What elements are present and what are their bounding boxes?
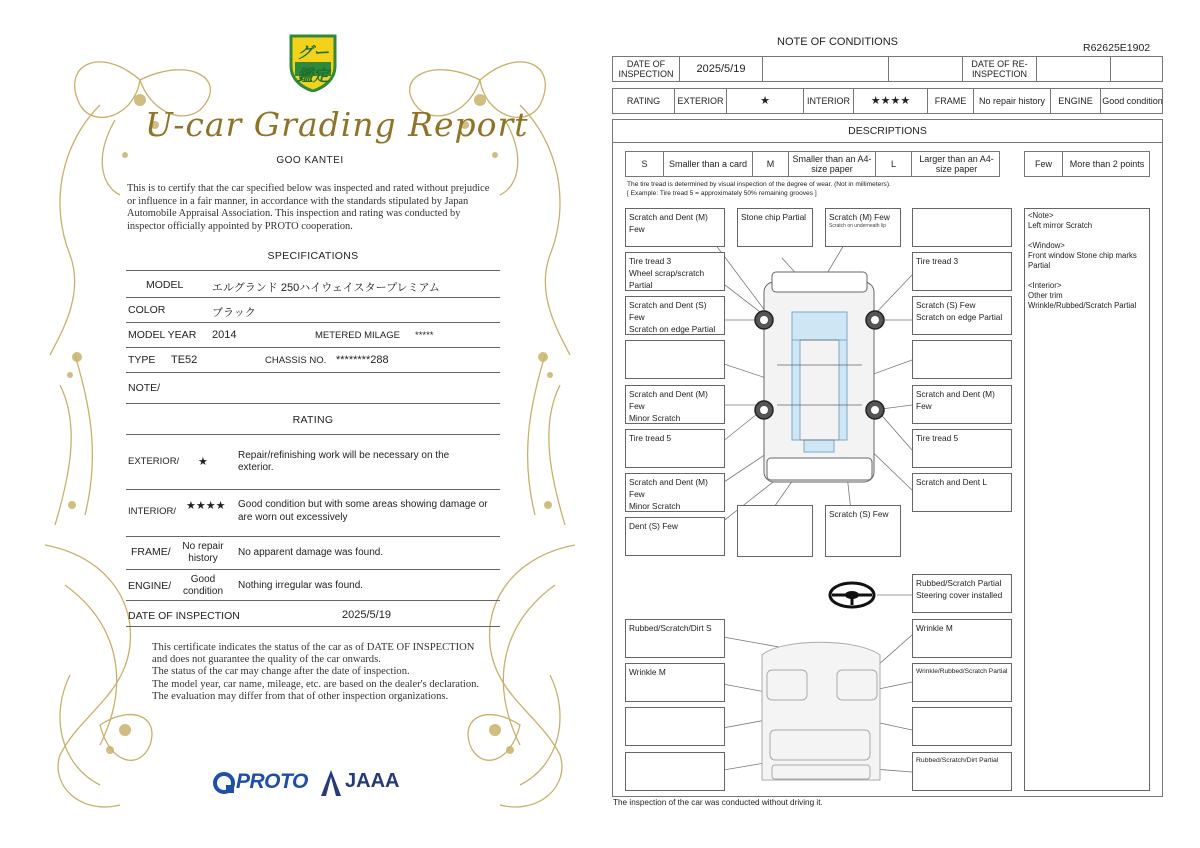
chassis-value: ********288	[336, 354, 389, 366]
divider	[126, 372, 500, 373]
certificate-disclaimer	[152, 642, 492, 703]
tire-note-line: The tire tread is determined by visual inspection of the degree of wear. (Not in millimeters).	[627, 181, 891, 188]
legend-few: Few	[1025, 152, 1063, 176]
metered-mileage-label: METERED MILAGE	[315, 330, 400, 341]
badge-logo-text: グー鑑定	[296, 45, 329, 85]
frame-description: No apparent damage was found.	[238, 547, 384, 558]
metered-mileage-value: *****	[415, 330, 434, 341]
engine-rating: Good condition	[1102, 96, 1163, 106]
divider	[126, 347, 500, 348]
disclaimer-line: The evaluation may differ from that of other inspection organizations.	[152, 690, 449, 702]
note-text: Scratch and Dent (M) Few Minor Scratch	[629, 389, 708, 423]
note-text: Scratch and Dent (M) Few Minor Scratch	[629, 477, 708, 511]
exterior-label: EXTERIOR/	[128, 456, 180, 467]
frame-label: FRAME	[928, 89, 974, 113]
model-label: MODEL	[146, 279, 184, 291]
engine-label: ENGINE/	[128, 580, 172, 592]
empty-cell	[889, 57, 963, 81]
note-dash-right	[912, 619, 1012, 658]
legend-s: S	[626, 152, 664, 176]
divider	[126, 270, 500, 271]
note-steering	[912, 574, 1012, 613]
divider	[126, 536, 500, 537]
note-left-door-front	[625, 340, 725, 379]
note-text: Rubbed/Scratch Partial Steering cover installed	[916, 578, 1003, 600]
jaaa-logo: JAAA	[345, 770, 400, 792]
date-of-inspection-label: DATE OF INSPECTION	[128, 610, 240, 622]
jaaa-logo-icon	[320, 769, 342, 797]
note-subtext: Scratch on underneath lip	[829, 223, 886, 229]
additional-notes	[1024, 208, 1150, 791]
note-text: Tire tread 5	[629, 433, 672, 443]
legend-l-desc: Larger than an A4-size paper	[919, 154, 994, 174]
interior-description: Good condition but with some areas showing damage or are worn out excessively	[238, 499, 488, 523]
note-dash-left	[625, 619, 725, 658]
legend-s-desc: Smaller than a card	[664, 152, 753, 176]
note-right-tire-front	[912, 252, 1012, 291]
note-label: NOTE/	[128, 382, 161, 394]
certificate-statement: This is to certify that the car specified below was inspected and rated without prejudice or influence in a fair manner, in accordance with the standards stipulated by Japan Automobile Appraisal Association. This inspection and rating was conducted by inspector officially appointed by PROTO cooperation.	[127, 183, 490, 232]
inspection-date-row	[612, 56, 1163, 82]
report-title: U-car Grading Report	[145, 105, 529, 144]
engine-rating: Good condition	[182, 574, 224, 597]
model-value: エルグランド 250ハイウェイスタープレミアム	[212, 282, 440, 294]
size-legend	[625, 151, 1000, 177]
exterior-rating: ★	[198, 456, 208, 468]
note-front-bumper	[825, 208, 901, 247]
frame-rating: No repair history	[182, 541, 224, 564]
note-text: Scratch and Dent (M) Few	[629, 212, 708, 234]
note-left-tire-front	[625, 252, 725, 291]
note-front-left	[625, 208, 725, 247]
disclaimer-line: This certificate indicates the status of the car as of DATE OF INSPECTION and does not guarantee the quality of the car onwards.	[152, 642, 475, 666]
note-text: Wrinkle/Rubbed/Scratch Partial	[916, 668, 1008, 675]
exterior-description: Repair/refinishing work will be necessary on the exterior.	[238, 450, 450, 473]
note-text: Tire tread 5	[916, 433, 959, 443]
report-subtitle: GOO KANTEI	[276, 155, 344, 166]
note-text: Scratch and Dent (M) Few	[916, 389, 995, 411]
type-value: TE52	[171, 354, 198, 366]
note-rear-center	[825, 505, 901, 557]
grading-certificate	[40, 25, 580, 825]
interior-rating: ★★★★	[854, 89, 928, 113]
engine-label: ENGINE	[1051, 89, 1101, 113]
divider	[126, 297, 500, 298]
legend-m: M	[753, 152, 789, 176]
proto-logo-icon	[212, 771, 238, 795]
tire-note-line: [ Example: Tire tread 5 = approximately 50% remaining grooves ]	[627, 190, 817, 197]
interior-label: INTERIOR/	[128, 506, 177, 517]
model-year-value: 2014	[212, 329, 237, 341]
interior-rating: ★★★★	[186, 500, 226, 512]
note-text: Rubbed/Scratch/Dirt S	[629, 623, 712, 633]
note-text: Dent (S) Few	[629, 521, 678, 531]
divider	[126, 322, 500, 323]
empty-cell	[763, 57, 889, 81]
note-left-fender	[625, 296, 725, 335]
rating-row	[612, 88, 1163, 114]
note-text: Scratch and Dent (S) Few Scratch on edge Partial	[629, 300, 716, 334]
date-inspection-value: 2025/5/19	[680, 57, 763, 81]
date-inspection-label: DATE OF INSPECTION	[613, 57, 680, 81]
engine-description: Nothing irregular was found.	[238, 580, 364, 591]
note-text: Rubbed/Scratch/Dirt Partial	[916, 757, 999, 764]
frame-rating: No repair history	[974, 89, 1051, 113]
exterior-label: EXTERIOR	[675, 89, 727, 113]
note-seat-rear-left	[625, 752, 725, 791]
disclaimer-line: The status of the car may change after the date of inspection.	[152, 666, 410, 678]
note-seat-mid-right	[912, 707, 1012, 746]
note-text: Tire tread 3 Wheel scrap/scratch Partial	[629, 256, 705, 290]
note-text: Scratch (M) Few	[829, 212, 890, 222]
color-label: COLOR	[128, 304, 166, 316]
date-reinspection-label: DATE OF RE-INSPECTION	[963, 57, 1037, 81]
note-text: Scratch and Dent L	[916, 477, 988, 487]
notes-title: NOTE OF CONDITIONS	[777, 36, 898, 48]
date-reinspection-value	[1037, 57, 1111, 81]
note-seat-mid-left	[625, 707, 725, 746]
note-right-tire-rear	[912, 429, 1012, 468]
divider	[126, 403, 500, 404]
legend-m-desc: Smaller than an A4-size paper	[789, 152, 876, 176]
note-text: Stone chip Partial	[741, 212, 807, 222]
date-of-inspection-value: 2025/5/19	[342, 609, 391, 621]
type-label: TYPE	[128, 354, 156, 366]
note-front-right	[912, 208, 1012, 247]
note-right-quarter	[912, 473, 1012, 512]
divider	[126, 489, 500, 490]
report-id: R62625E1902	[1083, 42, 1151, 54]
tire-tread-note	[627, 180, 891, 198]
note-left-tire-rear	[625, 429, 725, 468]
exterior-rating: ★	[727, 89, 804, 113]
note-stone-chip	[737, 208, 813, 247]
descriptions-heading: DESCRIPTIONS	[612, 119, 1163, 143]
divider	[126, 569, 500, 570]
rating-label: RATING	[613, 89, 675, 113]
legend-l: L	[876, 152, 912, 176]
side-note-text: <Note> Left mirror Scratch <Window> Front window Stone chip marks Partial <Interior> Other trim Wrinkle/Rubbed/Scratch Partial	[1028, 211, 1137, 310]
few-legend	[1024, 151, 1150, 177]
note-text: Tire tread 3	[916, 256, 959, 266]
note-right-fender	[912, 296, 1012, 335]
note-rear-center-left	[737, 505, 813, 557]
frame-label: FRAME/	[131, 546, 171, 558]
rating-heading: RATING	[292, 414, 334, 426]
chassis-label: CHASSIS NO.	[265, 355, 327, 366]
disclaimer-line: The model year, car name, mileage, etc. are based on the dealer's declaration.	[152, 678, 480, 690]
note-rear-left	[625, 517, 725, 556]
note-left-door-rear	[625, 385, 725, 424]
color-value: ブラック	[212, 307, 256, 319]
note-text: Wrinkle M	[916, 623, 953, 633]
steering-wheel-icon	[830, 583, 874, 607]
note-seat-front-left	[625, 663, 725, 702]
note-seat-front-right	[912, 663, 1012, 702]
proto-logo: PROTO	[236, 770, 308, 793]
inspection-footer: The inspection of the car was conducted without driving it.	[613, 798, 823, 807]
divider	[126, 434, 500, 435]
note-text: Scratch (S) Few	[829, 509, 889, 519]
note-right-door-rear	[912, 385, 1012, 424]
note-text: Wrinkle M	[629, 667, 666, 677]
empty-cell	[1111, 57, 1164, 81]
divider	[126, 600, 500, 601]
legend-few-desc: More than 2 points	[1069, 159, 1145, 169]
specifications-heading: SPECIFICATIONS	[267, 250, 359, 262]
note-text: Scratch (S) Few Scratch on edge Partial	[916, 300, 1003, 322]
note-left-quarter	[625, 473, 725, 512]
model-year-label: MODEL YEAR	[128, 329, 197, 341]
note-right-door-front	[912, 340, 1012, 379]
interior-label: INTERIOR	[804, 89, 854, 113]
note-seat-rear-right	[912, 752, 1012, 791]
divider	[126, 626, 500, 627]
